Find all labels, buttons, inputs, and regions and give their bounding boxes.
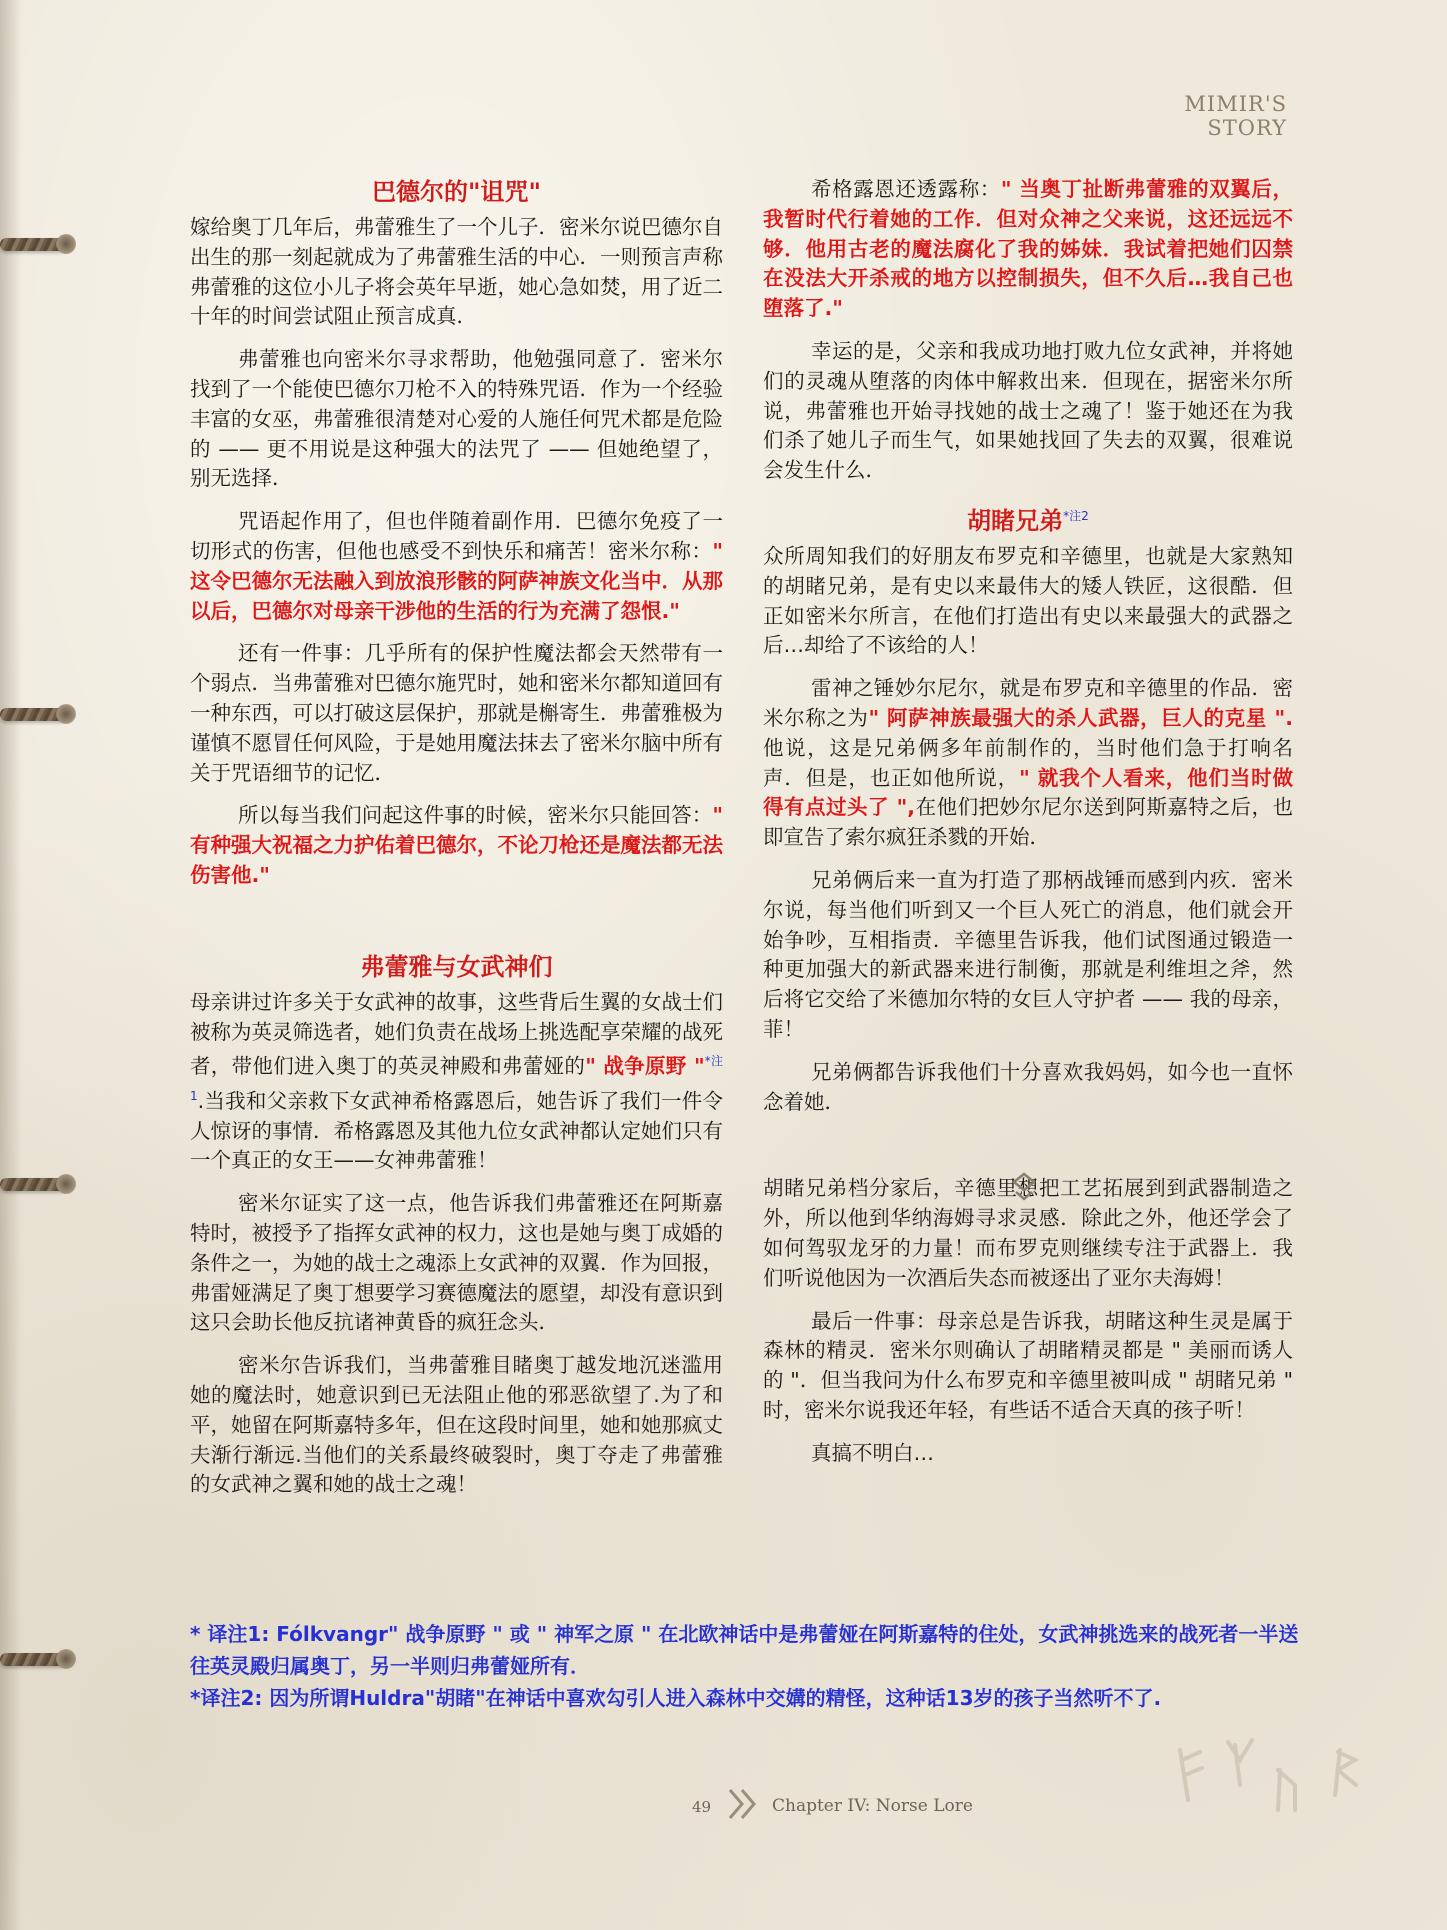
quote-highlight: " 战争原野 "	[585, 1054, 705, 1079]
paragraph	[763, 175, 1293, 324]
text: 在他们把妙尔尼尔送到阿斯嘉特之后，也即宣告了索尔疯狂杀戮的开始．	[763, 795, 1293, 850]
paragraph: 众所周知我们的好朋友布罗克和辛德里，也就是大家熟知的胡睹兄弟，是有史以来最伟大的矮人铁匠，这很酷．但正如密米尔所言，在他们打造出有史以来最强大的武器之后…却给了不该给的人！	[763, 543, 1293, 658]
quote-highlight: " 这令巴德尔无法融入到放浪形骸的阿萨神族文化当中．从那以后，巴德尔对母亲干涉他的生活的行为充满了怨恨."	[190, 538, 723, 623]
paragraph: 幸运的是，父亲和我成功地打败九位女武神，并将她们的灵魂从堕落的肉体中解救出来．但现在，据密米尔所说，弗蕾雅也开始寻找她的战士之魂了！鉴于她还在为我们杀了她儿子而生气，如果她找回了失去的双翼，很难说会发生什么．	[763, 338, 1293, 483]
text: 他说，这是兄弟俩多年前制作的，当时他们急于打响名声．但是，也正如他所说，	[763, 735, 1293, 790]
section-heading-freya-valkyries: 弗蕾雅与女武神们	[360, 952, 553, 981]
paragraph: 胡睹兄弟档分家后，辛德里想把工艺拓展到到武器制造之外，所以他到华纳海姆寻求灵感．除此之外，他还学会了如何驾驭龙牙的力量！而布罗克则继续专注于武器上．我们听说他因为一次酒后失态而被逐出了亚尔夫海姆！	[763, 1176, 1293, 1290]
binding-cord	[0, 230, 78, 260]
text: 母亲讲过许多关于女武神的故事，这些背后生翼的女战士们被称为英灵筛选者，她们负责在战场上挑选配享荣耀的战死者，带他们进入奥丁的英灵神殿和弗蕾娅的	[190, 989, 723, 1079]
paragraph: 真搞不明白…	[811, 1440, 934, 1465]
paragraph: 兄弟俩后来一直为打造了那柄战锤而感到内疚．密米尔说，每当他们听到又一个巨人死亡的消息，他们就会开始争吵，互相指责．辛德里告诉我，他们试图通过锻造一种更加强大的新武器来进行制衡，那就是利维坦之斧，然后将它交给了米德加尔特的女巨人守护者 —— 我的母亲，菲！	[763, 867, 1293, 1041]
footnote-ref: *注1	[190, 1054, 723, 1103]
quote-highlight: " 当奥丁扯断弗蕾雅的双翼后，我暂时代行着她的工作．但对众神之父来说，这还远远不够．他用古老的魔法腐化了我的姊妹．我试着把她们囚禁在没法大开杀戒的地方以控制损失，但不久后…我自己也堕落了."	[763, 177, 1293, 321]
paragraph: 兄弟俩都告诉我他们十分喜欢我妈妈，如今也一直怀念着她．	[763, 1059, 1293, 1114]
quote-highlight: " 阿萨神族最强大的杀人武器，巨人的克星 ".	[868, 705, 1293, 730]
binding-cord	[0, 1170, 78, 1200]
text: 咒语起作用了，但也伴随着副作用．巴德尔免疫了一切形式的伤害，但他也感受不到快乐和痛苦！密米尔称：	[190, 509, 723, 563]
rune-watermark-icon	[1160, 1730, 1380, 1820]
right-column	[763, 175, 1293, 1481]
text: 所以每当我们问起这件事的时候，密米尔只能回答：	[238, 803, 713, 828]
chapter-title: Chapter IV: Norse Lore	[772, 1796, 973, 1816]
page-edge-shadow	[0, 0, 22, 1930]
page-number: 49	[692, 1798, 712, 1816]
footnote-1: * 译注1: Fólkvangr" 战争原野 " 或 " 神军之原 " 在北欧神话中是弗蕾娅在阿斯嘉特的住处，女武神挑选来的战死者一半送往英灵殿归属奥丁，另一半则归弗蕾娅所有．	[190, 1622, 1299, 1678]
double-chevron-icon	[726, 1786, 762, 1822]
paragraph: 弗蕾雅也向密米尔寻求帮助，他勉强同意了．密米尔找到了一个能使巴德尔刀枪不入的特殊咒语．作为一个经验丰富的女巫，弗蕾雅很清楚对心爱的人施任何咒术都是危险的 —— 更不用说是这种强大的法咒了 —— 但她绝望了，别无选择．	[190, 347, 723, 491]
section-heading-huldra-brothers	[763, 499, 1293, 538]
paragraph: 还有一件事：几乎所有的保护性魔法都会天然带有一个弱点．当弗蕾雅对巴德尔施咒时，她和密米尔都知道回有一种东西，可以打破这层保护，那就是槲寄生．弗蕾雅极为谨慎不愿冒任何风险，于是她用魔法抹去了密米尔脑中所有关于咒语细节的记忆．	[190, 641, 723, 785]
footnote-ref: *注2	[1063, 508, 1089, 523]
text: .当我和父亲救下女武神希格露恩后，她告诉了我们一件令人惊讶的事情．希格露恩及其他九位女武神都认定她们只有一个真正的女王——女神弗蕾雅！	[190, 1088, 723, 1173]
paragraph	[190, 801, 723, 890]
quote-highlight: " 就我个人看来，他们当时做得有点过头了 ",	[763, 765, 1293, 820]
paragraph	[763, 674, 1293, 853]
text: 雷神之锤妙尔尼尔，就是布罗克和辛德里的作品．密米尔称之为	[763, 676, 1293, 730]
heading-text: 胡睹兄弟	[967, 506, 1064, 535]
section-heading-baldur-curse: 巴德尔的"诅咒"	[371, 178, 541, 206]
running-head: MIMIR'S STORY	[1184, 92, 1287, 140]
paragraph: 嫁给奥丁几年后，弗蕾雅生了一个儿子．密米尔说巴德尔自出生的那一刻起就成为了弗蕾雅生活的中心．一则预言声称弗蕾雅的这位小儿子将会英年早逝，她心急如焚，用了近二十年的时间尝试阻止预言成真．	[190, 215, 723, 329]
quote-highlight: " 有种强大祝福之力护佑着巴德尔，不论刀枪还是魔法都无法伤害他."	[190, 803, 723, 887]
left-column	[190, 175, 723, 1513]
text: 希格露恩还透露称：	[811, 177, 1001, 201]
paragraph: 密米尔告诉我们，当弗蕾雅目睹奥丁越发地沉迷滥用她的魔法时，她意识到已无法阻止他的邪恶欲望了.为了和平，她留在阿斯嘉特多年，但在这段时间里，她和她那疯丈夫渐行渐远.当他们的关系最终破裂时，奥丁夺走了弗蕾雅的女武神之翼和她的战士之魂！	[190, 1353, 723, 1497]
footnotes	[190, 1618, 1300, 1714]
paragraph: 密米尔证实了这一点，他告诉我们弗蕾雅还在阿斯嘉特时，被授予了指挥女武神的权力，这也是她与奥丁成婚的条件之一，为她的战士之魂添上女武神的双翼．作为回报，弗雷娅满足了奥丁想要学习赛德魔法的愿望，却没有意识到这只会助长他反抗诸神黄昏的疯狂念头．	[190, 1191, 723, 1335]
binding-cord	[0, 1645, 78, 1675]
binding-cord	[0, 700, 78, 730]
footnote-2: *译注2: 因为所谓Huldra"胡睹"在神话中喜欢勾引人进入森林中交媾的精怪，这种话13岁的孩子当然听不了.	[190, 1686, 1162, 1710]
paragraph: 最后一件事：母亲总是告诉我，胡睹这种生灵是属于森林的精灵．密米尔则确认了胡睹精灵都是 " 美丽而诱人的 "．但当我问为什么布罗克和辛德里被叫成 " 胡睹兄弟 " 时，密米尔说我还年轻，有些话不适合天真的孩子听！	[763, 1308, 1293, 1422]
paragraph	[190, 988, 723, 1176]
knot-ornament-icon	[1012, 1172, 1036, 1202]
paragraph	[190, 507, 723, 626]
